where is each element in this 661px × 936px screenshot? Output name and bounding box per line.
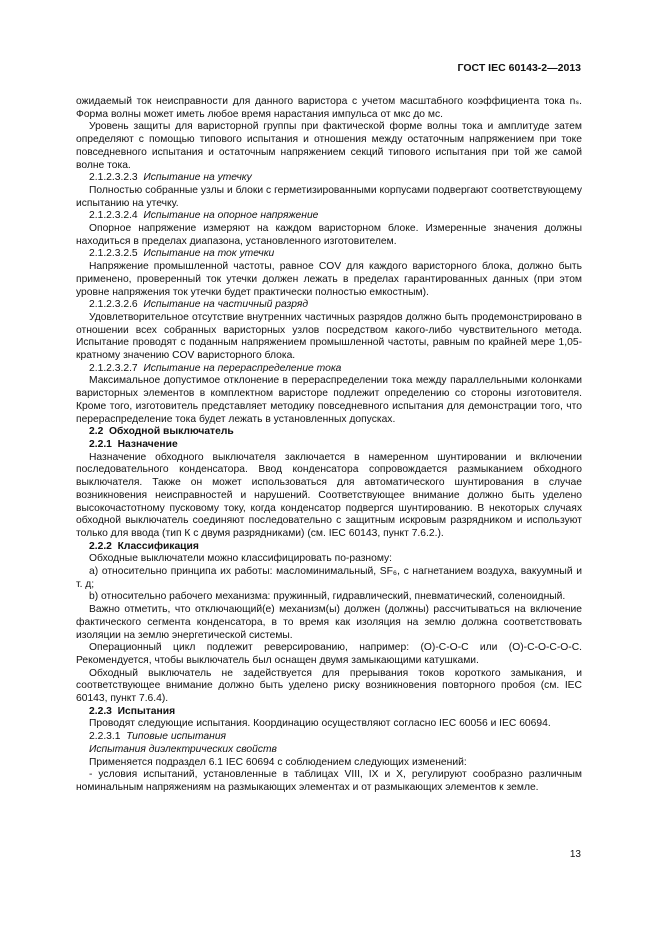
page-number: 13 (569, 849, 581, 860)
subsection-number: 2.1.2.3.2.7 (89, 362, 138, 374)
subsection-title: Типовые испытания (126, 731, 227, 743)
body-paragraph: Максимальное допустимое отклонение в перераспределении тока между параллельными колонками варисторных элементов в комплектном варисторе подлежит определению со стороны изготовителя. Кроме того, изготовитель представляет методику повседневного испытания для демонстрации того, что перераспределение тока будет лежать в установленных допусках. (76, 375, 582, 425)
body-paragraph: Напряжение промышленной частоты, равное COV для каждого варисторного блока, должно быть применено, проверенный ток утечки должен лежать в пределах гарантированных данных (при этом уровне напряжения ток утечки будет практически полностью емкостным). (76, 261, 582, 298)
subsection-heading (76, 210, 582, 223)
body-paragraph: Назначение обходного выключателя заключается в намеренном шунтировании и включении последовательного конденсатора. Ввод конденсатора сопровождается размыканием обходного выключателя. Также он может использоваться для автоматического шунтирования в случае возникновения неисправностей и нарушений. Соответствующее внимание должно быть уделено высокочастотному пусковому току, когда конденсатор подвергся шунтированию. В некоторых случаях обходной выключатель соединяют последовательно с защитным искровым разрядником и используют только для ввода (тип К с двумя разрядниками) (см. IEC 60143, пункт 7.6.2.). (76, 451, 582, 539)
subsection-title: Испытание на утечку (143, 172, 252, 184)
body-paragraph: Уровень защиты для варисторной группы при фактической форме волны тока и амплитуде затем определяют с помощью типового испытания и отношения между остаточным напряжением при токе повседневного испытания и остаточным напряжением секций типового испытания при той же самой волне тока. (76, 121, 582, 171)
body-paragraph: Обходный выключатель не задействуется для прерывания токов короткого замыкания, и соответствующее внимание должно быть уделено риску возникновения повторного пробоя (см. IEC 60143, пункт 7.6.4). (76, 667, 582, 705)
subsection-title: Испытание на ток утечки (143, 248, 275, 260)
standard-header: ГОСТ IEC 60143-2—2013 (457, 62, 581, 74)
body-paragraph: Важно отметить, что отключающий(е) механизм(ы) должен (должны) рассчитываться на включение фактического сегмента конденсатора, в то время как изоляция на землю должна соответствовать изоляции на землю энергетической системы. (76, 604, 582, 641)
body-paragraph: Применяется подраздел 6.1 IEC 60694 с соблюдением следующих изменений: (89, 756, 467, 768)
subsection-number: 2.1.2.3.2.5 (89, 248, 138, 260)
body-paragraph: b) относительно рабочего механизма: пружинный, гидравлический, пневматический, соленоидный. (89, 591, 566, 603)
subsection-number: 2.1.2.3.2.4 (89, 210, 138, 222)
document-body (76, 96, 582, 795)
body-paragraph: Удовлетворительное отсутствие внутренних частичных разрядов должно быть продемонстрировано в отношении всех собранных варисторных узлов посредством какого-либо чувствительного метода. Испытание проводят с поданным напряжением промышленной частоты, равным по крайней мере 1,05-кратному значению COV варисторного блока. (76, 311, 582, 362)
subsection-title: Испытание на перераспределение тока (143, 362, 342, 374)
subsection-heading (76, 731, 582, 744)
body-paragraph: Обходные выключатели можно классифицировать по-разному: (89, 553, 393, 565)
section-heading: 2.2.1 Назначение (89, 438, 178, 450)
body-paragraph: Операционный цикл подлежит реверсированию, например: (О)-С-О-С или (О)-С-О-С-О-С. Рекомендуется, чтобы выключатель был оснащен двумя замыкающими катушками. (76, 642, 582, 666)
subsection-number: 2.1.2.3.2.6 (89, 299, 138, 311)
subsection-number: 2.2.3.1 (89, 731, 121, 743)
subsection-heading (76, 172, 582, 185)
subsection-title: Испытание на опорное напряжение (143, 210, 319, 222)
subsection-heading (76, 299, 582, 312)
section-heading: 2.2.2 Классификация (89, 540, 199, 552)
subsection-heading (76, 248, 582, 261)
subsection-number: 2.1.2.3.2.3 (89, 172, 138, 184)
subsection-title: Испытание на частичный разряд (143, 299, 309, 311)
body-paragraph: a) относительно принципа их работы: масломинимальный, SF₆, с нагнетанием воздуха, вакуумный и т. д; (76, 566, 582, 590)
section-heading: 2.2 Обходной выключатель (89, 426, 234, 438)
body-paragraph: Полностью собранные узлы и блоки с герметизированными корпусами подвергают соответствующему испытанию на утечку. (76, 184, 582, 209)
section-heading: 2.2.3 Испытания (89, 705, 176, 717)
italic-subheading: Испытания диэлектрических свойств (89, 743, 277, 755)
body-paragraph: - условия испытаний, установленные в таблицах VIII, IX и X, регулируют сообразно различным номинальным напряжениям на размыкающих элементах и от размыкающих элементов к земле. (76, 769, 582, 793)
body-paragraph: Проводят следующие испытания. Координацию осуществляют согласно IEC 60056 и IEC 60694. (89, 718, 551, 730)
subsection-heading (76, 363, 582, 376)
body-paragraph: ожидаемый ток неисправности для данного варистора с учетом масштабного коэффициента тока nₛ. Форма волны может иметь любое время нарастания импульса от мкс до мс. (76, 96, 582, 120)
body-paragraph: Опорное напряжение измеряют на каждом варисторном блоке. Измеренные значения должны находиться в пределах диапазона, установленного изготовителем. (76, 223, 582, 247)
